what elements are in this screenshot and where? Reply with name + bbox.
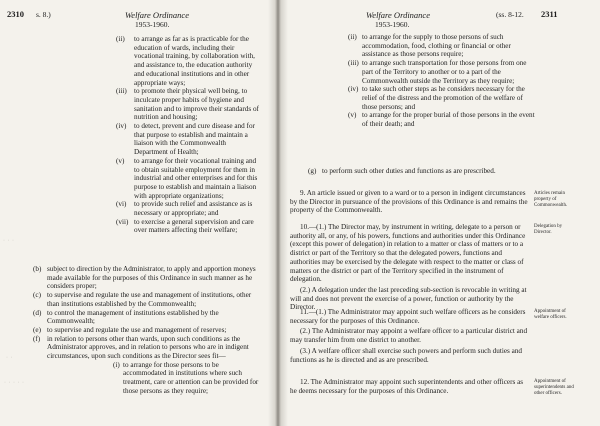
list-item: (ii) to arrange for the supply to those persons of such accommodation, food, clothing or financial or other assistance as those persons require; (348, 33, 511, 59)
list-item: (vii) to exercise a general supervision and care over matters affecting their welfare; (116, 217, 254, 235)
list-item: (v) to arrange for the proper burial of those persons in the event of their death; and (348, 111, 535, 129)
margin-note-s11: Appointment of welfare officers. (534, 309, 567, 320)
section-9: 9. An article issued or given to a ward or to a person in indigent circumstances by the Director in pursuance of the provisions of this Ordinance is and remains the property of the Commonwealth. (290, 189, 528, 215)
left-years: 1953-1960. (135, 20, 170, 29)
right-running-title: Welfare Ordinance (366, 10, 430, 20)
list-item: (v) to arrange for their vocational training and to obtain suitable employment for them in industrial and other enterprises and for this purpose to establish and maintain a liaison with appropriate organizations; (116, 156, 258, 200)
left-page-number: 2310 (7, 9, 24, 19)
list-item: (i) to arrange for those persons to be accommodated in institutions where such treatment, care or attention can be provided for those persons as they require; (113, 360, 259, 395)
section-12: 12. The Administrator may appoint such superintendents and other officers as he deems necessary for the purposes of this Ordinance. (290, 378, 524, 395)
list-item: (g) to perform such other duties and functions as are prescribed. (308, 167, 496, 175)
list-item: (ii) to arrange as far as is practicable for the education of wards, including their vocational training, by collaboration with, and assistance to, the education authority and educational institutions and in other appropriate ways; (116, 35, 255, 87)
right-para-g (308, 167, 538, 176)
margin-note-s12: Appointment of superintendents and other officers. (534, 379, 574, 396)
list-item: (vi) to provide such relief and assistance as is necessary or appropriate; and (116, 200, 253, 218)
list-item: (f) in relation to persons other than wards, upon such conditions as the Administrator approves, and in relation to persons who are in indigent circumstances, upon such conditions as the Director sees fit— (33, 334, 249, 361)
left-running-title: Welfare Ordinance (125, 10, 189, 20)
list-item: (iii) to arrange such transportation for those persons from one part of the Territory to another or to a part of the Commonwealth outside the Territory as they require; (348, 59, 527, 85)
list-item: (b) subject to direction by the Administrator, to apply and apportion moneys made available for the purposes of this Ordinance in such manner as he considers proper; (33, 265, 256, 291)
bleed-through-text: · · · (3, 238, 15, 244)
right-years: 1953-1960. (375, 20, 410, 29)
list-item: (e) to supervise and regulate the use and management of reserves; (33, 325, 227, 334)
left-paragraphs (33, 265, 261, 396)
list-item: (iv) to detect, prevent and cure disease and for that purpose to establish and maintain a liaison with the Commonwealth Department of Health; (116, 122, 255, 157)
right-page (288, 0, 600, 426)
section-10: 10.—(1.) The Director may, by instrument in writing, delegate to a person or authority all, or any, of his powers, functions and authorities under this Ordinance (except this power of delegation) in relation to a matter or class of matters or to a district or part of the Territory so that the delegated powers, functions and authorities may be exercised by the delegate with respect to the matter or class of matters or the district or part of the Territory specified in the instrument of delegation. (2.) A delegation under the last preceding sub-section is revocable in writing at will and does not prevent the exercise of a power, function or authority by the Director. (290, 223, 527, 312)
list-item: (iii) to promote their physical well being, to inculcate proper habits of hygiene and sanitation and to improve their standards of nutrition and housing; (116, 87, 259, 122)
section-11: 11.—(1.) The Administrator may appoint such welfare officers as he considers necessary for the purposes of this Ordinance. (2.) The Administrator may appoint a welfare officer to a particular district and may transfer him from one district to another. (3.) A welfare officer shall exercise such powers and perform such duties and functions as he is directed and as are prescribed. (290, 308, 528, 364)
left-page (0, 0, 272, 426)
list-item: (iv) to take such other steps as he considers necessary for the relief of the distress and the promotion of the welfare of those persons; and (348, 85, 525, 111)
book-gutter (268, 0, 288, 426)
right-section-ref: (ss. 8-12. (496, 10, 524, 19)
left-section-ref: s. 8.) (36, 10, 51, 19)
margin-note-s10: Delegation by Director. (534, 224, 563, 235)
left-subitems (116, 35, 260, 235)
list-item: (c) to supervise and regulate the use and management of institutions, other than institutions established by the Commonwealth; (33, 291, 252, 308)
list-item: (d) to control the management of institutions established by the Commonwealth; (33, 308, 219, 326)
bleed-through-text: · · (6, 355, 13, 361)
bleed-through-text: · · · · · (4, 380, 25, 386)
margin-note-s9: Articles remain property of Commonwealth. (534, 191, 568, 208)
right-subitems (348, 33, 538, 129)
right-page-number: 2311 (541, 9, 558, 19)
